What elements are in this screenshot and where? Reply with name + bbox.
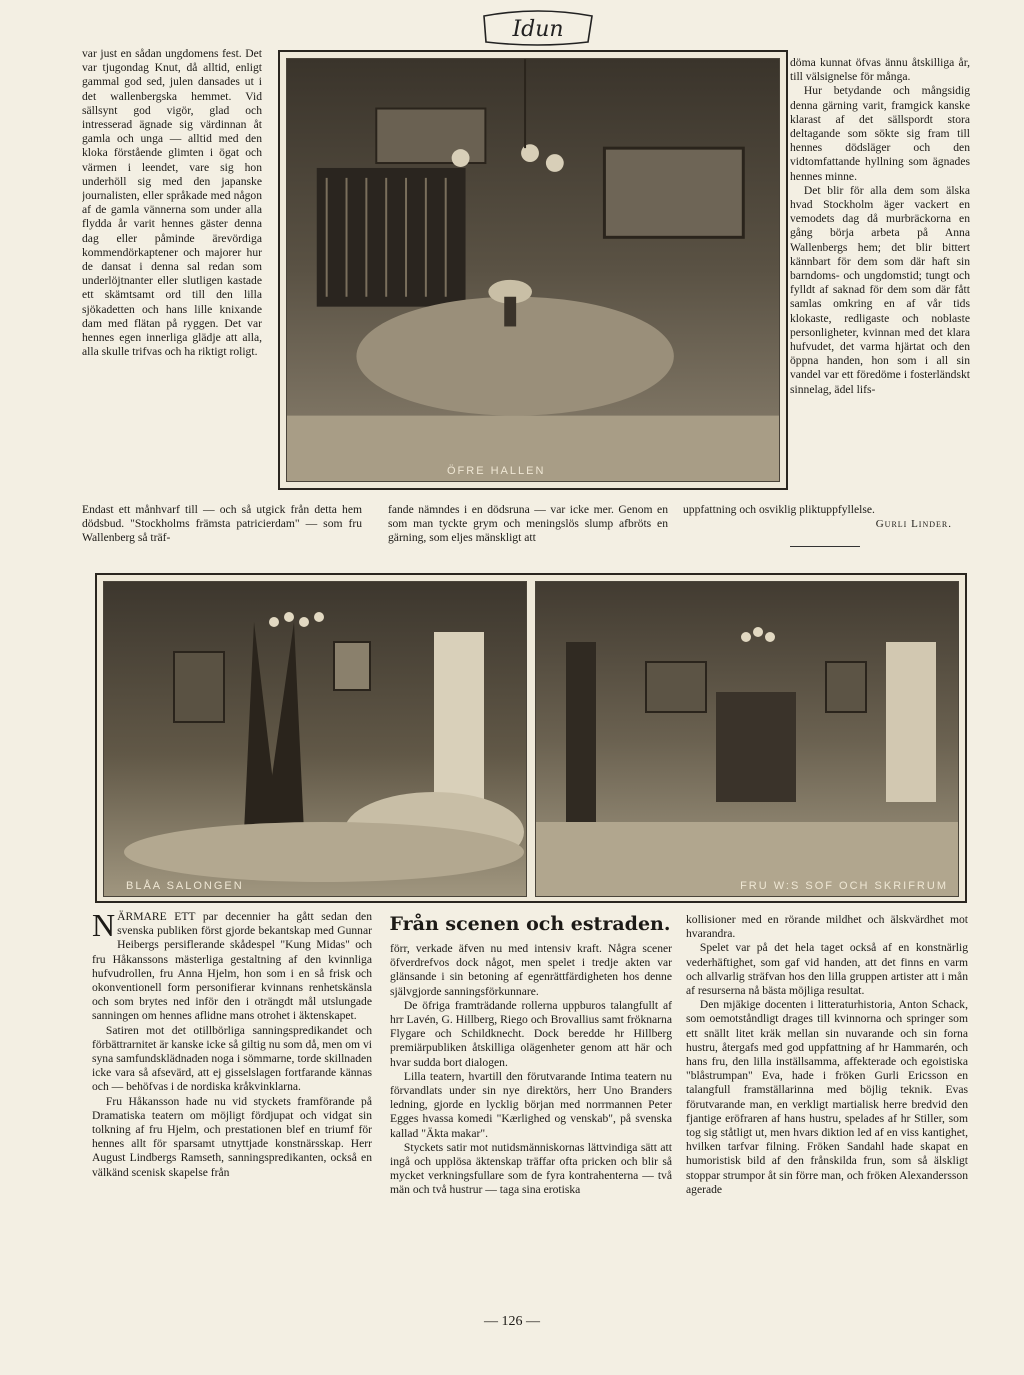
obituary-paragraph: fande nämndes i en dödsruna — var icke mer. Genom en som man tyckte grym och meningslös slump afbröts en gärning, som eljes mänskligt att	[388, 503, 668, 545]
section-heading: Från scenen och estraden.	[389, 913, 671, 935]
obituary-paragraph: var just en sådan ungdomens fest. Det var tjugondag Knut, då alltid, enligt gammal god sed, julen dansades ut i det wallenbergska hemmet. Vid sällsynt god vigör, glad och intresserad ägnade sig värdinnan åt gamla och unga — alltid med den kloka förstående glimten i ögat och värmen i leendet, vare sig hon underhöll sig med den japanske journalisten, eller språkade med någon af de gamla vännerna som under alla flydda år varit hennes gäster denna dag eller påminde ärevördiga kommendörkaptener och majorer hur de dansat i denna sal redan som underlöjtnanter eller slutligen kastade ett skämtsamt ord till den lilla sjökadetten och hans lille knixande dam med flätan på ryggen. Det var hennes egen innerliga glädje att alla, alla skulle trifvas och ha riktigt roligt.	[82, 47, 262, 359]
bedroom-photo-image	[536, 582, 958, 896]
obituary-paragraph: Hur betydande och mångsidig denna gärning varit, framgick kanske klarast af det sällspordt stora deltagande som sökte sig fram till hennes dödsläger och den vidtomfattande hyllning som ägnades hennes minne.	[790, 84, 970, 183]
salon-photo-image	[104, 582, 526, 896]
photo-row	[95, 573, 967, 903]
hall-photo-image	[287, 59, 779, 481]
obituary-bottom-middle	[388, 503, 668, 546]
obituary-final-line	[683, 503, 973, 517]
obituary-left-column	[82, 47, 262, 497]
theatre-paragraph: Lilla teatern, hvartill den förutvarande Intima teatern nu förvandlats under sin nye direktörs, herr Uno Branders ledning, gjorde en lycklig början med norrmannen Peter Egges hvassa komedi "Kærlighed og venskab", på svenska kallad "Äkta makar".	[390, 1069, 672, 1140]
idun-logo-icon	[478, 8, 598, 48]
obituary-paragraph: Endast ett månhvarf till — och så utgick från detta hem dödsbud. "Stockholms främsta patricierdam" — som fru Wallenberg så träf-	[82, 503, 362, 545]
page-number: — 126 —	[484, 1314, 540, 1329]
photo-caption-ofre-hallen: ÖFRE HALLEN	[447, 465, 546, 477]
photo-ofre-hallen	[278, 50, 788, 490]
obituary-right-column	[790, 56, 970, 506]
obituary-paragraph: uppfattning och osviklig pliktuppfyllelse.	[683, 503, 875, 516]
theatre-paragraph: De öfriga framträdande rollerna uppburos talangfullt af hrr Lavén, G. Hillberg, Riego och Brovallius samt fröknarna Flygare och Schildknecht. Dock beredde hr Hillberg premiärpubliken åtskilliga olägenheter genom att här och hvar sudda bort dialogen.	[390, 998, 672, 1069]
obituary-bottom-left	[82, 503, 362, 546]
photo-caption-blaa-salongen: BLÅA SALONGEN	[126, 880, 244, 892]
theatre-paragraph: NÄRMARE ETT par decennier ha gått sedan den svenska publiken först gjorde bekantskap med Gunnar Heibergs persiflerande skådespel "Kung Midas" och fru Håkanssons mästerliga gestaltning af den kvinnliga hufvudrollen, fru Anna Hjelm, hon som i en så frisk och okonventionell form personifierar kvinnans renhetskänsla och som brytes ned inför den i oträngdt mål utslungade sanningen om hennes aflidne mans otrohet i äktenskapet.	[92, 910, 372, 1023]
obituary-paragraph: Det blir för alla dem som älska hvad Stockholm äger vackert en vemodets dag då murbräckorna en gång börja arbeta på Anna Wallenbergs hem; det blir bittert kännbart för dem som där haft sin barndoms- och ungdomstid; tungt och fylldt af saknad för dem som där fått samlas omkring en af vår tids klokaste, redligaste och noblaste personligheter, kvinnan med det klara hufvudet, det varma hjärtat och den öppna handen, hon som i all sin vandel var ett föredöme i fosterländskt sinnelag, ädel lifs-	[790, 183, 970, 396]
photo-sof-och-skrifrum	[535, 581, 959, 897]
drop-cap: N	[92, 910, 116, 943]
divider	[790, 546, 860, 547]
theatre-review-column-2	[390, 942, 672, 1307]
theatre-paragraph: Den mjäkige docenten i litteraturhistoria, Anton Schack, som oemotståndligt drages till kvinnorna och springer som ett snällt litet kräk mellan sin nuvarande och sin forna hustru, återgafs med god uppfattning af hr Hammarén, och hans fru, den lilla inställsamma, affekterade och egoistiska "blåstrumpan" Eva, hade i fröken Gurli Ericsson en talangfull framställarinna med böjlig teknik. Evas förutvarande man, en verkligt martialisk herre bredvid den fjantige eröfraren af hans hustru, spelades af hr Stiller, som tog sig ståtligt ut, men hvars diktion led af en viss kantighet, hvilken tarfvar filning. Fröken Sandahl hade skapat en humoristisk bild af den frånskilda frun, som så älskligt stoppar strumpor åt sin förre man, och fröken Alexandersson agerade	[686, 998, 968, 1196]
theatre-paragraph: kollisioner med en rörande mildhet och älskvärdhet mot hvarandra.	[686, 913, 968, 941]
theatre-paragraph: Fru Håkansson hade nu vid styckets framförande på Dramatiska teatern om möjligt fördjupat och vidgat sin tolkning af fru Hjelm, och prestationen blef en triumf för hennes allt för sparsamt utnyttjade konstnärsskap. Herr August Lindbergs Ramseth, sanningspredikanten, också en välkänd scenisk skapelse från	[92, 1094, 372, 1179]
logo-text: Idun	[512, 17, 564, 42]
theatre-paragraph: förr, verkade äfven nu med intensiv kraft. Några scener öfverdrefvos dock något, men spelet i tredje akten var glänsande i sin betoning af egenrättfärdigheten hos denne självgjorde sanningsförkunnare.	[390, 942, 672, 998]
photo-blaa-salongen	[103, 581, 527, 897]
theatre-paragraph: Spelet var på det hela taget också af en konstnärlig vederhäftighet, som gaf vid handen, att det finns en varm och allvarlig sträfvan hos den lilla gruppen artister att i mån af resurserna nå bästa möjliga resultat.	[686, 941, 968, 998]
theatre-review-column-3	[686, 913, 968, 1308]
author-signature: Gurli Linder.	[875, 518, 952, 530]
theatre-paragraph: Styckets satir mot nutidsmänniskornas lättvindiga sätt att ingå och upplösa äktenskap träffar ofta pricken och blir så mycket verkningsfullare som de fyra kontrahenterna — två män och två hustrur — taga sina erotiska	[390, 1140, 672, 1197]
theatre-paragraph: Satiren mot det otillbörliga sanningspredikandet och förbättrarnitet är kanske icke så giltig nu som då, men om vi syna samfundsklädnaden noga i sömmarne, torde skillnaden icke vara så afsevärd, att ej gisselslagen fortfarande kännas och — behöfvas i de nordiska kråkvinklarna.	[92, 1023, 372, 1094]
theatre-review-column-1	[92, 910, 372, 1305]
obituary-paragraph: döma kunnat öfvas ännu åtskilliga år, till välsignelse för många.	[790, 56, 970, 84]
masthead-logo	[478, 8, 598, 48]
photo-caption-sof-och-skrifrum: FRU W:S SOF OCH SKRIFRUM	[740, 880, 948, 892]
